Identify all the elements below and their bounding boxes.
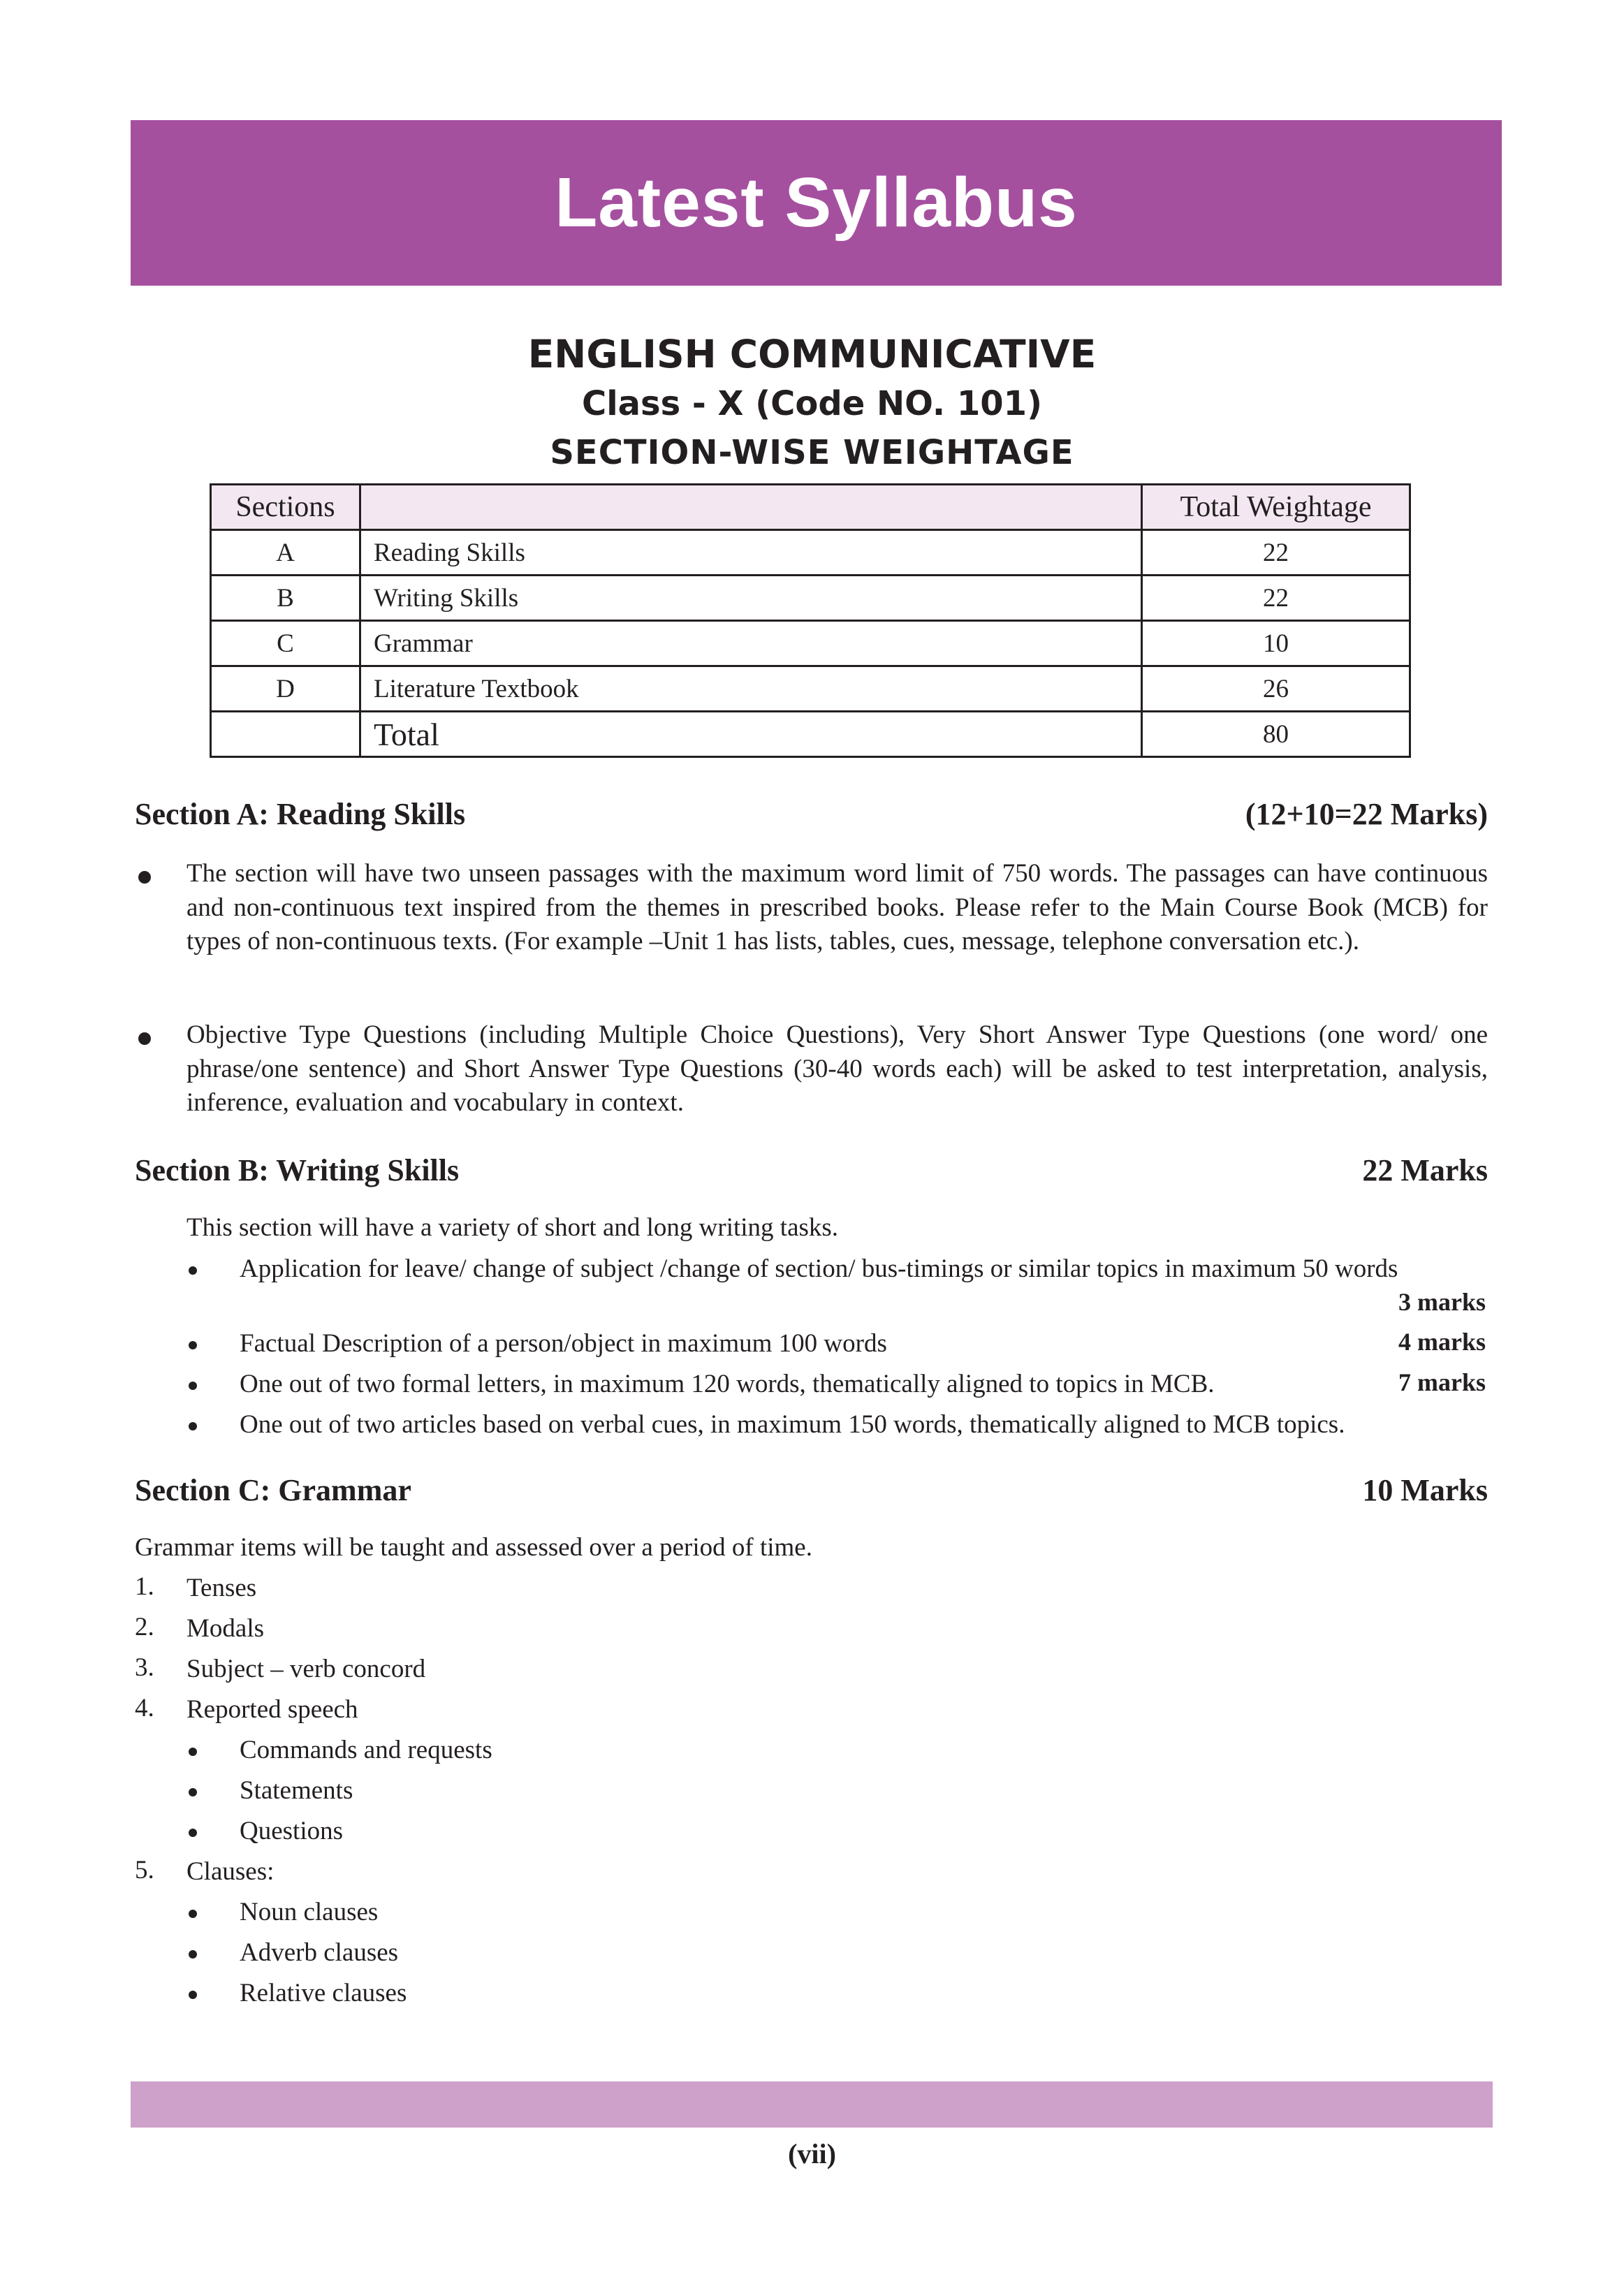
grammar-subitem: Noun clauses (240, 1898, 379, 1926)
section-cell: A (211, 530, 360, 576)
section-c-title: Section C: Grammar (135, 1473, 411, 1507)
grammar-item: Modals (186, 1614, 264, 1643)
header-blank (360, 485, 1142, 530)
grammar-subitem: Questions (240, 1817, 343, 1845)
section-b-heading (135, 1152, 1488, 1188)
total-weight: 80 (1142, 712, 1410, 757)
bullet-icon (189, 1950, 197, 1959)
table-row (211, 576, 1410, 621)
section-name-cell: Reading Skills (360, 530, 1142, 576)
section-name-cell: Grammar (360, 621, 1142, 666)
section-cell: D (211, 666, 360, 712)
bullet-icon (189, 1829, 197, 1837)
section-a-bullet: The section will have two unseen passages with the maximum word limit of 750 words. The passages can have continuous and non-continuous text inspired from the themes in prescribed books. Please refer to the Main Course Book (MCB) for types of non-continuous texts. (For example –Unit 1 has lists, tables, cues, message, telephone conversation etc.). (186, 859, 1488, 956)
weight-cell: 22 (1142, 530, 1410, 576)
section-a-title: Section A: Reading Skills (135, 797, 466, 831)
class-code: Class - X (Code NO. 101) (581, 384, 1043, 423)
section-name-cell: Literature Textbook (360, 666, 1142, 712)
weightage-table (210, 483, 1411, 758)
writing-task: Application for leave/ change of subject /change of section/ bus-timings or similar topics in maximum 50 words (240, 1254, 1398, 1283)
list-number: 5. (135, 1856, 154, 1884)
grammar-subitem: Relative clauses (240, 1979, 407, 2007)
grammar-subitem: Adverb clauses (240, 1938, 399, 1967)
page-title: Latest Syllabus (555, 163, 1078, 242)
weight-cell: 10 (1142, 621, 1410, 666)
section-c-marks: 10 Marks (1362, 1473, 1488, 1507)
bullet-icon (189, 1382, 197, 1390)
list-number: 4. (135, 1694, 154, 1722)
bullet-icon (189, 1788, 197, 1796)
writing-task: One out of two formal letters, in maximum 120 words, thematically aligned to topics in MCB. (240, 1370, 1215, 1398)
section-c-intro: Grammar items will be taught and assessed over a period of time. (135, 1533, 812, 1562)
list-number: 1. (135, 1572, 154, 1601)
writing-task: Factual Description of a person/object in maximum 100 words (240, 1329, 887, 1358)
section-a-marks: (12+10=22 Marks) (1245, 797, 1488, 831)
writing-task: One out of two articles based on verbal cues, in maximum 150 words, thematically aligned to MCB topics. (240, 1410, 1345, 1439)
task-marks: 7 marks (1398, 1368, 1486, 1396)
section-a-heading (135, 796, 1488, 832)
section-a-bullet: Objective Type Questions (including Multiple Choice Questions), Very Short Answer Type Questions (one word/ one phrase/one sentence) and Short Answer Type Questions (30-40 words each) will be asked to test interpretation, analysis, inference, evaluation and vocabulary in context. (186, 1020, 1488, 1117)
weight-cell: 22 (1142, 576, 1410, 621)
footer-bar (131, 2081, 1493, 2128)
grammar-item: Clauses: (186, 1857, 275, 1886)
weightage-title: SECTION-WISE WEIGHTAGE (550, 433, 1074, 472)
grammar-subitem: Commands and requests (240, 1736, 492, 1764)
section-b-title: Section B: Writing Skills (135, 1153, 460, 1187)
weight-cell: 26 (1142, 666, 1410, 712)
grammar-subitem: Statements (240, 1776, 353, 1805)
table-header-row (211, 485, 1410, 530)
list-number: 2. (135, 1613, 154, 1641)
task-marks: 3 marks (1398, 1288, 1486, 1316)
grammar-item: Subject – verb concord (186, 1655, 426, 1683)
bullet-icon (189, 1991, 197, 1999)
bullet-icon (189, 1910, 197, 1918)
bullet-icon (189, 1341, 197, 1349)
grammar-item: Reported speech (186, 1695, 358, 1724)
total-label: Total (360, 712, 1142, 757)
grammar-item: Tenses (186, 1574, 257, 1602)
list-number: 3. (135, 1653, 154, 1682)
task-marks: 4 marks (1398, 1328, 1486, 1356)
page-number: (vii) (788, 2138, 836, 2169)
title-banner (131, 120, 1502, 286)
section-c-heading (135, 1472, 1488, 1508)
bullet-icon (189, 1422, 197, 1430)
section-name-cell: Writing Skills (360, 576, 1142, 621)
bullet-icon (189, 1748, 197, 1756)
subject-title: ENGLISH COMMUNICATIVE (527, 332, 1097, 376)
table-row (211, 621, 1410, 666)
table-total-row (211, 712, 1410, 757)
header-sections: Sections (211, 485, 360, 530)
bullet-icon (138, 1032, 151, 1045)
section-b-marks: 22 Marks (1362, 1153, 1488, 1187)
section-cell: B (211, 576, 360, 621)
bullet-icon (138, 871, 151, 884)
section-cell: C (211, 621, 360, 666)
empty-cell (211, 712, 360, 757)
header-total-weightage: Total Weightage (1142, 485, 1410, 530)
table-row (211, 530, 1410, 576)
bullet-icon (189, 1266, 197, 1275)
section-b-intro: This section will have a variety of short and long writing tasks. (186, 1213, 839, 1242)
table-row (211, 666, 1410, 712)
